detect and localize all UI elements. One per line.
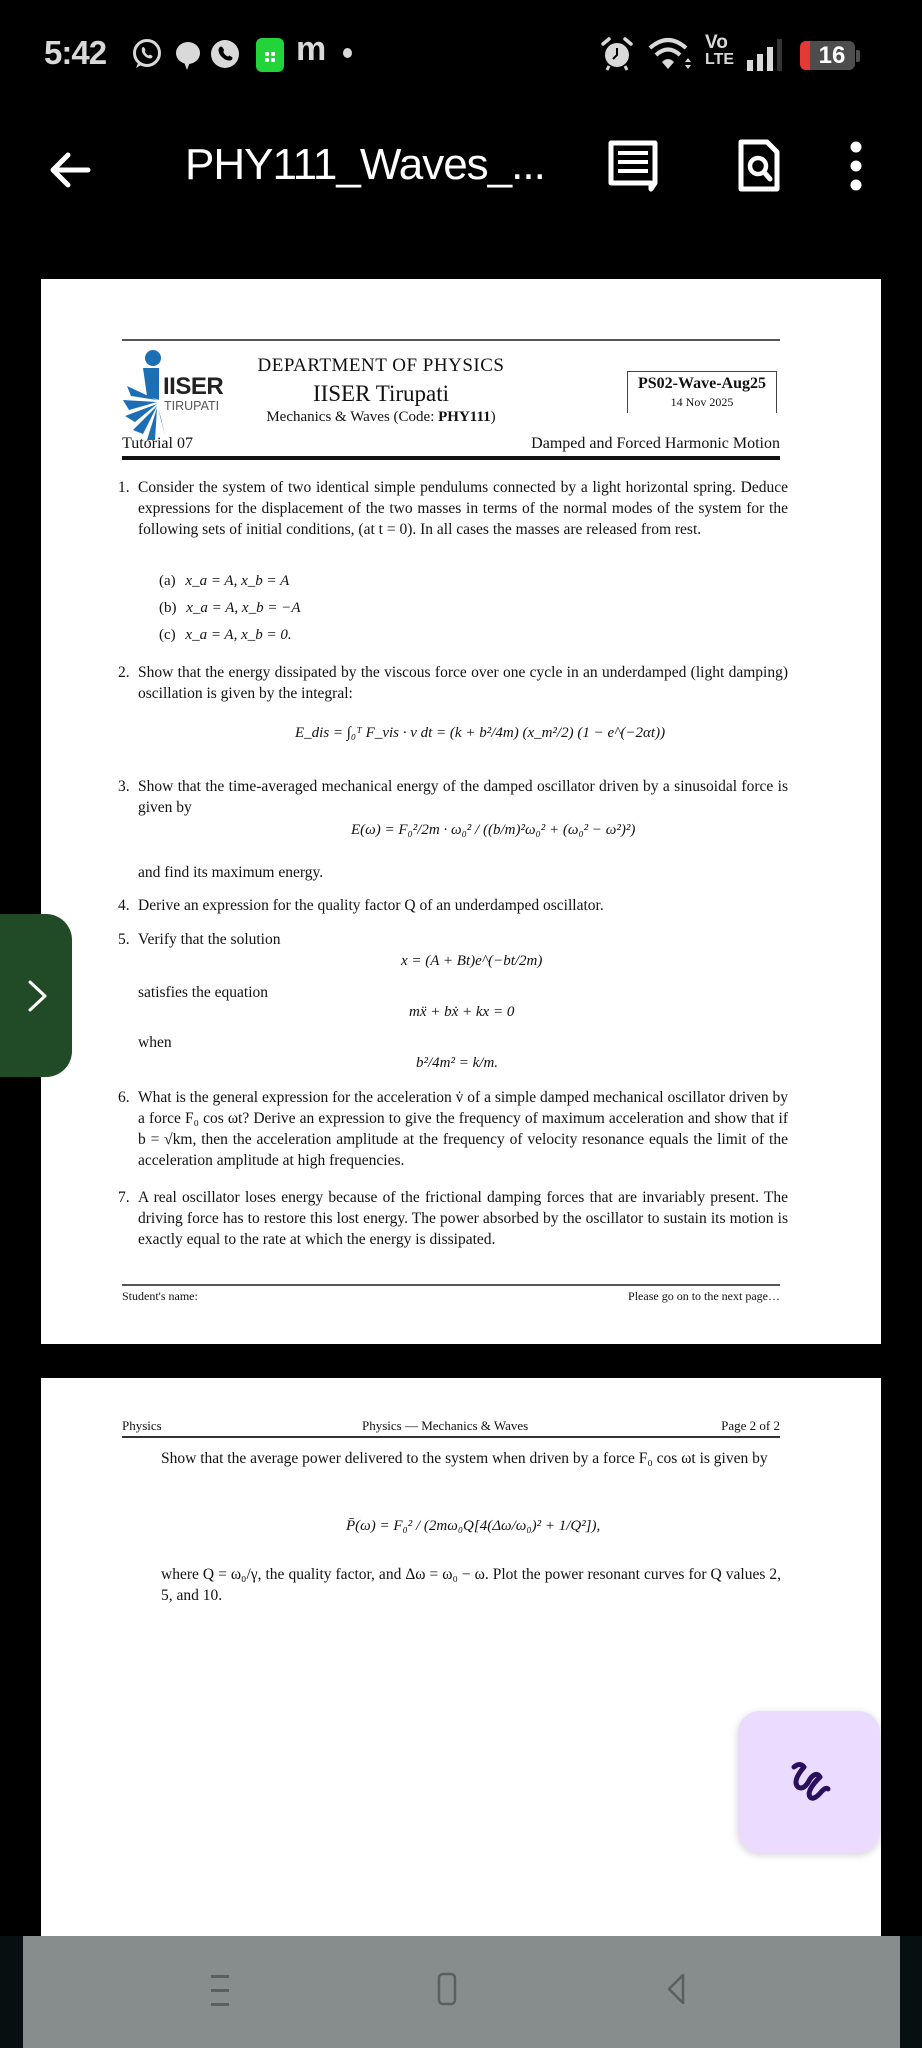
iiser-logo <box>121 348 231 448</box>
header-rule-top <box>122 339 780 341</box>
problem-set-code-box <box>627 371 777 413</box>
battery-level-indicator <box>800 41 810 70</box>
question-5: 5. Verify that the solution <box>118 931 281 948</box>
question-3-continuation: and find its maximum energy. <box>138 864 324 881</box>
question-6: 6. What is the general expression for the acceleration v̇ of a simple damped mechanical oscillator driven by a force F₀ cos ωt? Derive an expression to give the frequency of maximum acceleration and show that if b = √km, then the acceleration amplitude at the frequency of velocity resonance equals the limit of the acceleration amplitude at high frequencies. <box>118 1089 788 1169</box>
side-panel-toggle[interactable] <box>0 914 72 1077</box>
back-icon <box>651 1966 711 2016</box>
logo-main-text: IISER <box>163 373 224 400</box>
volte-icon: Vo LTE <box>705 32 735 68</box>
whatsapp-icon <box>131 37 163 71</box>
comment-icon <box>603 137 663 197</box>
battery-icon <box>800 41 855 70</box>
app-bar <box>0 105 922 230</box>
find-in-document-button[interactable] <box>729 137 789 197</box>
document-title: PHY111_Waves_... <box>185 140 545 189</box>
signal-icon <box>746 38 788 72</box>
equation-critical-damping: b²/4m² = k/m. <box>416 1055 499 1071</box>
header-rule-bottom <box>122 456 780 460</box>
equation-damped-oscillator: mẍ + bẋ + kx = 0 <box>409 1004 515 1020</box>
phone-icon <box>209 37 241 71</box>
recent-apps-icon <box>197 1966 257 2016</box>
back-button[interactable] <box>40 140 100 200</box>
question-1-part-b: (b) x_a = A, x_b = −A <box>159 600 301 616</box>
department-heading: DEPARTMENT OF PHYSICS <box>257 355 505 376</box>
pdf-page-2[interactable] <box>41 1378 881 1938</box>
arrow-left-icon <box>40 140 100 200</box>
page2-header-center: Physics — Mechanics & Waves <box>362 1418 529 1433</box>
page2-header-left: Physics <box>122 1418 162 1433</box>
home-icon <box>424 1966 484 2016</box>
tutorial-number: Tutorial 07 <box>122 435 193 452</box>
institute-heading: IISER Tirupati <box>312 381 450 406</box>
battery-tip <box>856 50 860 62</box>
wifi-icon <box>648 36 694 72</box>
next-page-note: Please go on to the next page… <box>628 1289 780 1303</box>
question-5-when: when <box>138 1034 172 1051</box>
question-1-part-a: (a) x_a = A, x_b = A <box>159 573 290 589</box>
dot-icon <box>343 48 352 58</box>
annotate-fab[interactable] <box>738 1711 880 1853</box>
alarm-icon <box>600 36 634 72</box>
course-line: Mechanics & Waves (Code: PHY111) <box>266 409 496 425</box>
page2-question-text: Show that the average power delivered to the system when driven by a force F₀ cos ωt is given by <box>161 1450 768 1467</box>
equation-solution: x = (A + Bt)e^(−bt/2m) <box>401 953 543 969</box>
question-5-satisfies: satisfies the equation <box>138 984 268 1001</box>
search-document-icon <box>729 137 789 197</box>
home-button[interactable] <box>424 1966 484 2016</box>
problem-set-date: 14 Nov 2025 <box>670 395 734 409</box>
question-3: 3. Show that the time-averaged mechanical energy of the damped oscillator driven by a sinusoidal force is given by <box>118 778 788 816</box>
equation-energy-dissipated: E_dis = ∫₀ᵀ F_vis · v dt = (k + b²/4m) (x_m²/2) (1 − e^(−2αt)) <box>295 725 666 741</box>
message-icon <box>175 41 201 71</box>
more-options-button[interactable] <box>836 137 876 197</box>
battery-level: 16 <box>818 42 846 69</box>
comment-button[interactable] <box>603 137 663 197</box>
clock: 5:42 <box>44 34 107 71</box>
question-4: 4. Derive an expression for the quality factor Q of an underdamped oscillator. <box>118 897 604 914</box>
green-app-icon <box>256 38 284 72</box>
squiggle-pen-icon <box>738 1711 880 1853</box>
equation-time-averaged-energy: E(ω) = F₀²/2m · ω₀² / ((b/m)²ω₀² + (ω₀² − ω²)²) <box>351 822 636 838</box>
equation-average-power: P̄(ω) = F₀² / (2mω₀Q[4(Δω/ω₀)² + 1/Q²]), <box>346 1518 601 1534</box>
question-7: 7. A real oscillator loses energy because of the frictional damping forces that are invariably present. The driving force has to restore this lost energy. The power absorbed by the oscillator to sustain its motion is exactly equal to the rate at which the energy is dissipated. <box>118 1189 788 1248</box>
pdf-page-1[interactable] <box>41 279 881 1344</box>
question-1-part-c: (c) x_a = A, x_b = 0. <box>159 627 292 643</box>
page2-header-rule <box>122 1436 780 1438</box>
status-bar <box>0 0 922 105</box>
m-app-icon: m <box>296 30 327 68</box>
tutorial-topic: Damped and Forced Harmonic Motion <box>531 435 780 452</box>
chevron-right-icon <box>0 914 72 1077</box>
recent-apps-button[interactable] <box>197 1966 257 2016</box>
system-navigation-bar <box>0 1936 922 2048</box>
question-2: 2. Show that the energy dissipated by the viscous force over one cycle in an underdamped (light damping) oscillation is given by the integral: <box>118 664 788 702</box>
logo-sub-text: TIRUPATI <box>164 399 220 413</box>
page2-header-right: Page 2 of 2 <box>721 1418 780 1433</box>
nav-back-button[interactable] <box>651 1966 711 2016</box>
page2-question-followup: where Q = ω₀/γ, the quality factor, and Δω = ω₀ − ω. Plot the power resonant curves for Q values 2, 5, and 10. <box>161 1566 781 1604</box>
question-1: 1. Consider the system of two identical simple pendulums connected by a light horizontal spring. Deduce expressions for the displacement of the two masses in terms of the normal modes of the system for the following sets of initial conditions, (at t = 0). In all cases the masses are released from rest. <box>118 479 788 538</box>
footer-rule <box>122 1284 780 1286</box>
student-name-label: Student's name: <box>122 1289 198 1303</box>
more-options-icon <box>836 137 876 197</box>
problem-set-code: PS02-Wave-Aug25 <box>638 375 766 392</box>
